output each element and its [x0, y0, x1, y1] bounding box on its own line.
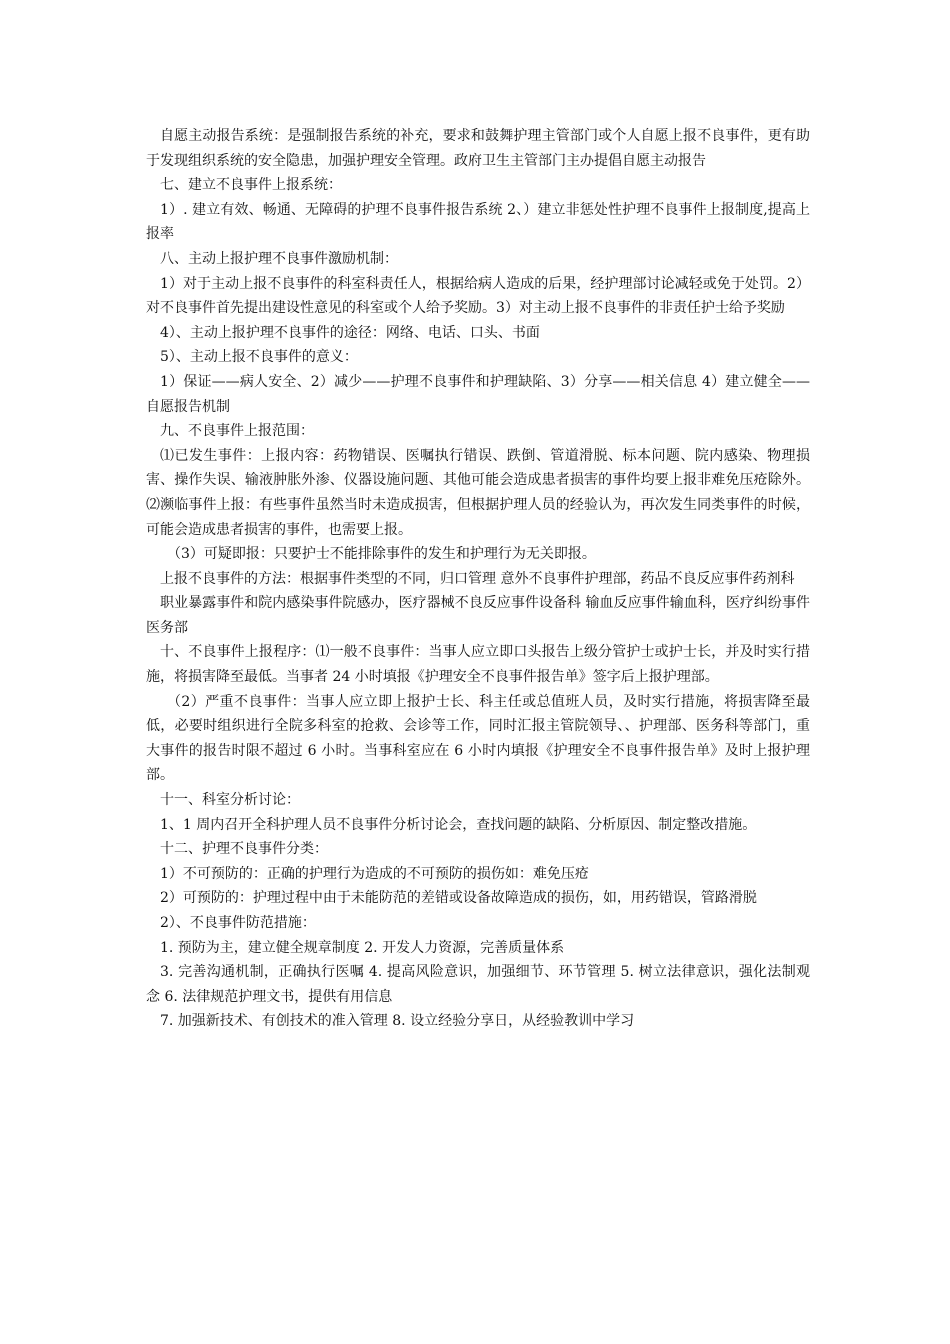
heading-section-9: 九、不良事件上报范围： — [160, 423, 314, 440]
paragraph-reporting-system: 1）. 建立有效、畅通、无障碍的护理不良事件报告系统 2、）建立非惩处性护理不良事件上报制度,提高上报率 — [146, 201, 810, 243]
paragraph-measures-3-6: 3. 完善沟通机制，正确执行医嘱 4. 提高风险意识，加强细节、环节管理 5. 树立法律意识，强化法制观念 6. 法律规范护理文书，提供有用信息 — [146, 964, 810, 1005]
paragraph-severe-events: （2）严重不良事件：当事人应立即上报护士长、科主任或总值班人员，及时实行措施，将损害降至最低，必要时组织进行全院多科室的抢救、会诊等工作，同时汇报主管院领导、、护理部、医务科等部门，重大事件的报告时限不超过 6 小时。当事科室应在 6 小时内填报《护理安全不良事件报告单》及时上报护理部。 — [146, 693, 810, 784]
paragraph-departments: 职业暴露事件和院内感染事件院感办，医疗器械不良反应事件设备科 输血反应事件输血科，医疗纠纷事件医务部 — [146, 595, 810, 636]
paragraph-analysis-meeting: 1、1 周内召开全科护理人员不良事件分析讨论会，查找问题的缺陷、分析原因、制定整改措施。 — [160, 816, 757, 833]
paragraph-reporting-scope: ⑴已发生事件：上报内容：药物错误、医嘱执行错误、跌倒、管道滑脱、标本问题、院内感染、物理损害、操作失误、输液肿胀外渗、仪器设施问题、其他可能会造成患者损害的事件均要上报非难免压疮除外。⑵濒临事件上报：有些事件虽然当时未造成损害，但根据护理人员的经验认为，再次发生同类事件的时候，可能会造成患者损害的事件，也需要上报。 — [146, 447, 810, 538]
paragraph-suspicious-report: （3）可疑即报：只要护士不能排除事件的发生和护理行为无关即报。 — [167, 546, 596, 563]
paragraph-measures-7-8: 7. 加强新技术、有创技术的准入管理 8. 设立经验分享日，从经验教训中学习 — [160, 1013, 635, 1030]
heading-section-11: 十一、科室分析讨论： — [160, 792, 300, 809]
paragraph-preventable: 2）可预防的：护理过程中由于未能防范的差错或设备故障造成的损伤，如，用药错误，管路滑脱 — [160, 890, 757, 907]
paragraph-prevention-measures: 2）、不良事件防范措施： — [160, 915, 316, 931]
document-body — [146, 124, 810, 1034]
paragraph-unpreventable: 1）不可预防的：正确的护理行为造成的不可预防的损伤如：难免压疮 — [160, 865, 589, 882]
heading-section-7: 七、建立不良事件上报系统： — [160, 177, 342, 194]
heading-section-12: 十二、护理不良事件分类： — [160, 841, 328, 858]
paragraph-voluntary-reporting: 自愿主动报告系统：是强制报告系统的补充，要求和鼓舞护理主管部门或个人自愿上报不良事件，更有助于发现组织系统的安全隐患，加强护理安全管理。政府卫生主管部门主办提倡自愿主动报告 — [146, 128, 810, 169]
paragraph-measures-1-2: 1. 预防为主，建立健全规章制度 2. 开发人力资源，完善质量体系 — [160, 939, 565, 956]
paragraph-reporting-method: 上报不良事件的方法：根据事件类型的不同，归口管理 意外不良事件护理部，药品不良反应事件药剂科 — [160, 570, 795, 587]
paragraph-reporting-channels: 4）、主动上报护理不良事件的途径：网络、电话、口头、书面 — [160, 324, 540, 341]
heading-section-8: 八、主动上报护理不良事件激励机制： — [160, 250, 398, 267]
paragraph-significance-list: 1）保证——病人安全、2）减少——护理不良事件和护理缺陷、3）分享——相关信息 4）建立健全——自愿报告机制 — [146, 373, 810, 415]
paragraph-reporting-significance: 5）、主动上报不良事件的意义： — [160, 349, 358, 366]
paragraph-incentive: 1）对于主动上报不良事件的科室科责任人，根据给病人造成的后果，经护理部讨论减轻或免于处罚。2）对不良事件首先提出建设性意见的科室或个人给予奖励。3）对主动上报不良事件的非责任护士给予奖励 — [146, 275, 810, 317]
paragraph-section-10-procedure: 十、不良事件上报程序：⑴一般不良事件：当事人应立即口头报告上级分管护士或护士长，并及时实行措施，将损害降至最低。当事者 24 小时填报《护理安全不良事件报告单》签字后上报护理部。 — [146, 644, 810, 686]
